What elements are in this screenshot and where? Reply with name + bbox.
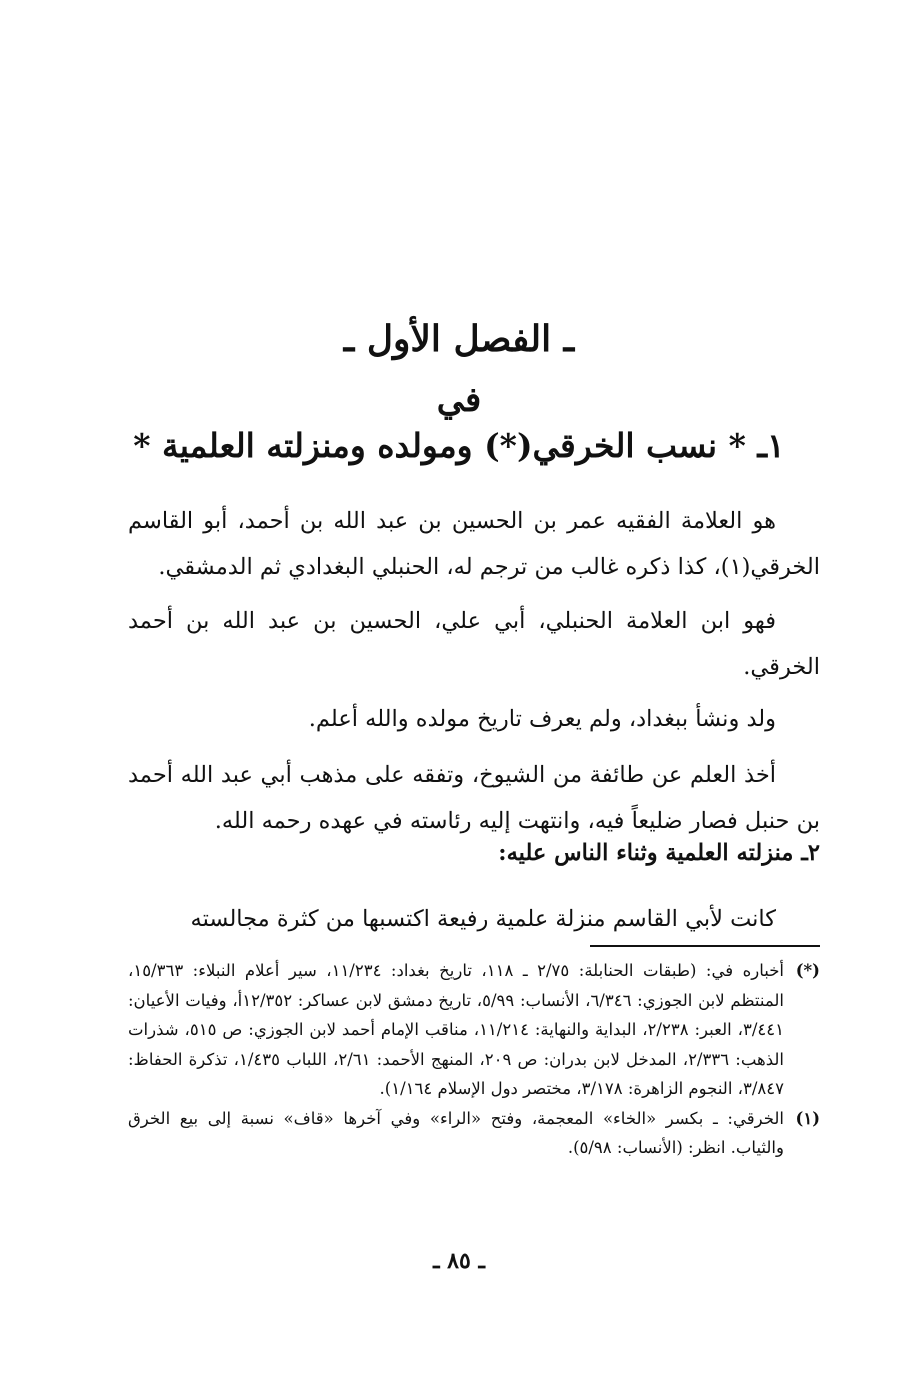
footnote-divider (590, 945, 820, 947)
footnote-star (128, 956, 820, 1104)
paragraph-4 (128, 752, 820, 844)
paragraph-text: فهو ابن العلامة الحنبلي، أبي علي، الحسين بن عبد الله بن أحمد الخرقي. (128, 608, 820, 680)
footnote-1 (128, 1104, 820, 1163)
paragraph-text: كانت لأبي القاسم منزلة علمية رفيعة اكتسبها من كثرة مجالسته (190, 906, 776, 932)
paragraph-text: هو العلامة الفقيه عمر بن الحسين بن عبد الله بن أحمد، أبو القاسم الخرقي(١)، كذا ذكره غالب من ترجم له، الحنبلي البغدادي ثم الدمشقي. (128, 508, 820, 580)
footnote-text: الخرقي: ـ بكسر «الخاء» المعجمة، وفتح «الراء» وفي آخرها «قاف» نسبة إلى بيع الخرق والثياب. انظر: (الأنساب: ٥/٩٨). (128, 1108, 784, 1157)
paragraph-1 (128, 498, 820, 590)
paragraph-5 (128, 896, 820, 942)
footnotes (128, 956, 820, 1163)
chapter-subtitle: في (436, 380, 482, 420)
chapter-title: ـ الفصل الأول ـ (343, 318, 575, 360)
paragraph-2 (128, 598, 820, 690)
section-2-title: ٢ـ منزلته العلمية وثناء الناس عليه: (498, 840, 820, 866)
section-1-title: ١ـ * نسب الخرقي(*) ومولده ومنزلته العلمية * (133, 426, 785, 465)
footnote-mark: (*) (795, 961, 820, 980)
paragraph-text: أخذ العلم عن طائفة من الشيوخ، وتفقه على مذهب أبي عبد الله أحمد بن حنبل فصار ضليعاً فيه، وانتهت إليه رئاسته في عهده رحمه الله. (128, 762, 820, 834)
footnote-text: أخباره في: (طبقات الحنابلة: ٢/٧٥ ـ ١١٨، تاريخ بغداد: ١١/٢٣٤، سير أعلام النبلاء: ١٥/٣٦٣، المنتظم لابن الجوزي: ٦/٣٤٦، الأنساب: ٥/٩٩، تاريخ دمشق لابن عساكر: ١٢/٣٥٢أ، وفيات الأعيان: ٣/٤٤١، العبر: ٢/٢٣٨، البداية والنهاية: ١١/٢١٤، مناقب الإمام أحمد لابن الجوزي: ص ٥١٥، شذرات الذهب: ٢/٣٣٦، المدخل لابن بدران: ص ٢٠٩، المنهج الأحمد: ٢/٦١، اللباب ١/٤٣٥، تذكرة الحفاظ: ٣/٨٤٧، النجوم الزاهرة: ٣/١٧٨، مختصر دول الإسلام ١/١٦٤). (128, 961, 784, 1098)
paragraph-3 (128, 696, 820, 742)
paragraph-text: ولد ونشأ ببغداد، ولم يعرف تاريخ مولده والله أعلم. (308, 706, 776, 732)
page-number: ـ ٨٥ ـ (433, 1248, 485, 1274)
footnote-mark: (١) (795, 1108, 820, 1128)
